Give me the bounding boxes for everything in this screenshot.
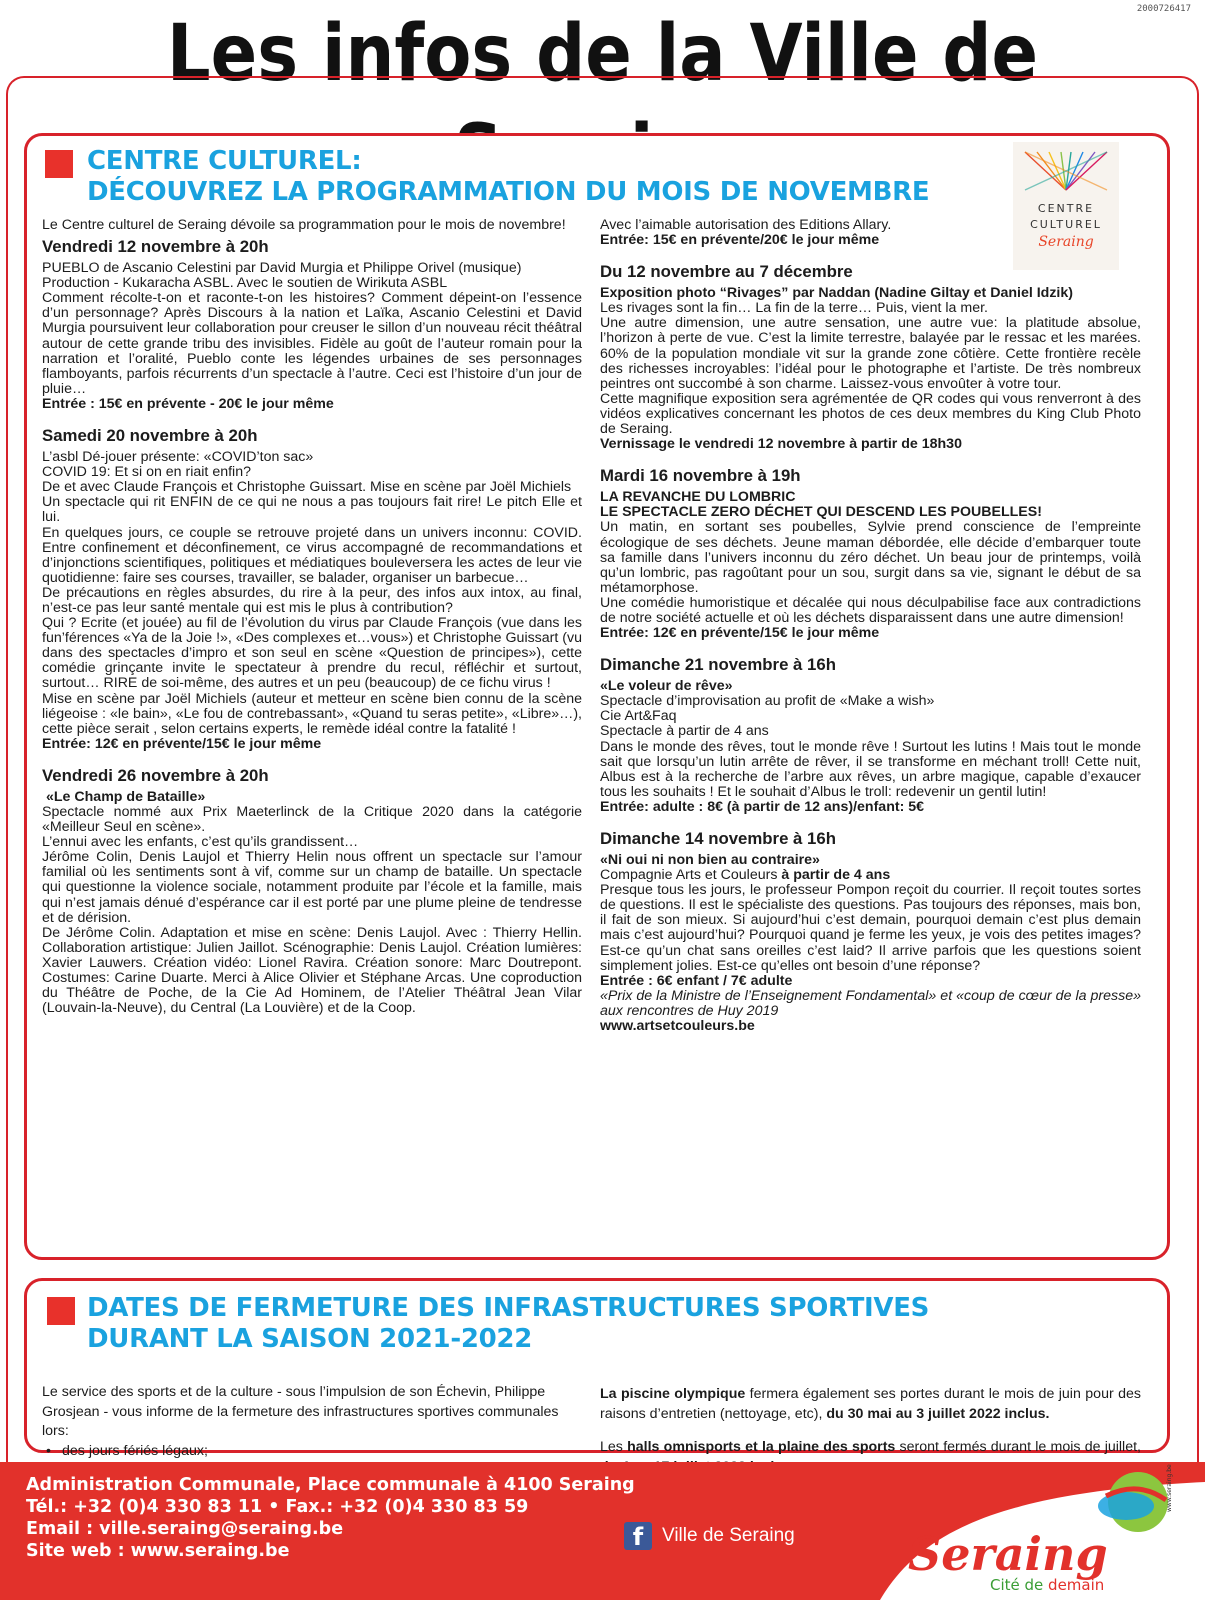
event-description: Dans le monde des rêves, tout le monde rêve ! Surtout les lutins ! Mais tout le monde sait que lorsqu’un lutin arrête de rêver, il se transforme en méchant troll! Cette nuit, Albus est à la recherche de l’arbre aux rêves, un arbre magique, capable d’exaucer tous les souhaits ! Et le souhait d’Albus le troll: redevenir un gentil lutin! — [600, 738, 1141, 800]
event-vernissage: Vernissage le vendredi 12 novembre à partir de 18h30 — [600, 436, 962, 453]
event-description: Comment récolte-t-on et raconte-t-on les histoires? Comment dépeint-on l’essence d’un personnage? Après Discours à la nation et Laïka, Ascanio Celestini et David Murgia poursuivent leur collaboration pour creuser le sillon d’un nouveau récit théâtral autour de cette grande tribu des invisibles. Fidèle au goût de l’auteur romain pour la narration et l’oralité, Pueblo conte les légendes urbaines de ses personnages flamboyants, parfois récurrents d’un spectacle à l’autre. Ceci est l’histoire d’un jour de pluie… — [42, 290, 582, 397]
event-company: Cie Art&Faq — [600, 708, 677, 725]
event-description: Une autre dimension, une autre sensation, une autre vue: la platitude absolue, l’horizon à perte de vue. C’est la limite terrestre, balayée par le ressac et les marées. 60% de la population mondiale vit sur la grande zone côtière. Cette frontière recèle des richesses incroyables: l’idéal pour le photographe et l’artiste. De très nombreux peintres ont succombé à son charme. Laissez-vous envoûter à votre tour. — [600, 315, 1141, 392]
facebook-label: Ville de Seraing — [662, 1525, 795, 1546]
event-subtitle: LE SPECTACLE ZERO DÉCHET QUI DESCEND LES POUBELLES! — [600, 504, 1042, 521]
event-tagline: L’ennui avec les enfants, c’est qu’ils grandissent… — [42, 834, 359, 851]
event-title: LA REVANCHE DU LOMBRIC — [600, 489, 796, 506]
event-date: Mardi 16 novembre à 19h — [600, 466, 801, 486]
culture-card — [24, 133, 1170, 1260]
red-square-marker — [47, 1297, 75, 1325]
event-credits: De et avec Claude François et Christophe Guissart. Mise en scène par Joël Michiels — [42, 479, 572, 496]
event-date: Vendredi 26 novembre à 20h — [42, 765, 269, 785]
event-date: Vendredi 12 novembre à 20h — [42, 237, 269, 257]
seraing-brand-logo[interactable] — [880, 1462, 1205, 1600]
footer — [0, 1462, 1205, 1600]
website-line[interactable]: Site web : www.seraing.be — [26, 1541, 290, 1561]
halls-text: seront fermés durant le mois de juillet, — [895, 1439, 1141, 1455]
event-company-line — [600, 868, 1141, 883]
event-age: à partir de 4 ans — [781, 867, 891, 884]
pool-text: fermera également ses portes durant le mois de juin pour des raisons d’entretien (nettoyage, etc), — [600, 1386, 1141, 1422]
event-entry-price: Entrée : 6€ enfant / 7€ adulte — [600, 972, 793, 989]
red-square-marker — [45, 150, 73, 178]
event-subtitle: Spectacle d’improvisation au profit de «Make a wish» — [600, 693, 935, 710]
event-description: En quelques jours, ce couple se retrouve projeté dans un univers inconnu: COVID. Entre confinement et déconfinement, ce virus accompagné de recommandations et d’injonctions scientifiques, politiques et médiatiques bouleversera les actes de leur vie quotidienne: faire ses courses, travailler, se balader, organiser un barbecue… — [42, 524, 582, 586]
phone-fax-line: Tél.: +32 (0)4 330 83 11 • Fax.: +32 (0)4 330 83 59 — [26, 1497, 529, 1517]
event-age: Spectacle à partir de 4 ans — [600, 723, 769, 740]
event-title: «Le voleur de rêve» — [600, 678, 733, 695]
halls-name: halls omnisports et la plaine des sports — [627, 1439, 896, 1455]
sports-title — [87, 1293, 929, 1355]
event-title: «Ni oui ni non bien au contraire» — [600, 852, 820, 868]
event-entry-price: Entrée: adulte : 8€ (à partir de 12 ans)/enfant: 5€ — [600, 798, 925, 815]
reference-code: 2000726417 — [1136, 4, 1191, 14]
pool-name: La piscine olympique — [600, 1386, 746, 1402]
culture-title-line1: CENTRE CULTUREL: — [87, 146, 362, 176]
event-description: Mise en scène par Joël Michiels (auteur et metteur en scène bien connu de la scène liégeoise : «le bain», «Le fou de contrebassant», «Quand tu seras petite», «Libre»…), cette pièce serait , selon certains experts, le remède idéal contre la fatalité ! — [42, 690, 582, 737]
pool-dates: du 30 mai au 3 juillet 2022 inclus. — [826, 1405, 1050, 1422]
event-date: Dimanche 21 novembre à 16h — [600, 655, 836, 675]
sports-card — [24, 1278, 1170, 1459]
sports-title-line1: DATES DE FERMETURE DES INFRASTRUCTURES SPORTIVES — [87, 1293, 930, 1323]
closure-item: • des jours fériés légaux; — [42, 1442, 582, 1462]
event-description: Qui ? Ecrite (et jouée) au fil de l’évolution du virus par Claude François (vue dans les fun’férences «Ya de la Joie !», «Des complexes et…vous») et Christophe Guissart (vu dans des spectacles d’impro et son seul en scène «Question de principes»), cette comédie grinçante invite le spectateur à prendre du recul, réfléchir et surtout, surtout… RIRE de soi-même, des autres et un peu (beaucoup) de ce fichu virus ! — [42, 615, 582, 692]
logo-text-seraing: Seraing — [1038, 234, 1094, 250]
event-title: «Le Champ de Bataille» — [46, 788, 206, 805]
event-pitch: Un spectacle qui rit ENFIN de ce qui ne nous a pas toujours fait rire! Le pitch Elle et lui. — [42, 494, 582, 526]
facebook-link[interactable] — [624, 1522, 795, 1550]
event-credits: PUEBLO de Ascanio Celestini par David Murgia et Philippe Orivel (musique) — [42, 260, 522, 277]
event-description: De précautions en règles absurdes, du rire à la peur, des infos aux intox, au final, n’est-ce pas leur santé mentale qui est mis le plus à contribution? — [42, 584, 582, 616]
facebook-icon: f — [624, 1522, 652, 1550]
brand-url: www.seraing.be — [1166, 1464, 1173, 1512]
sports-intro: Le service des sports et de la culture - sous l’impulsion de son Échevin, Philippe Grosjean - vous informe de la fermeture des infrastructures sportives communales lors: — [42, 1384, 559, 1439]
brand-tagline-2: demain — [1048, 1576, 1105, 1594]
brand-tagline-1: Cité de — [990, 1576, 1049, 1594]
event-description: Un matin, en sortant ses poubelles, Sylvie prend conscience de l’empreinte écologique de ses déchets. Jeune maman débordée, elle décide d’embarquer toute sa famille dans l’univers inconnu du zéro déchet. Un beau jour de printemps, voilà qu’un lombric, pas ragoûtant pour un sou, surgit dans sa vie, signant le début de sa métamorphose. — [600, 519, 1141, 596]
culture-left-column — [42, 218, 582, 1016]
event-entry-price: Entrée : 15€ en prévente - 20€ le jour même — [42, 395, 334, 412]
logo-text-centre: CENTRE — [1037, 202, 1095, 215]
masthead-title: Les infos de la Ville de — [166, 9, 1039, 99]
event-entry-price: Entrée: 12€ en prévente/15€ le jour même — [42, 735, 322, 752]
event-presenter: L’asbl Dé-jouer présente: «COVID’ton sac» — [42, 449, 314, 466]
event-authorization: Avec l’aimable autorisation des Editions Allary. — [600, 217, 892, 233]
event-website-link[interactable]: www.artsetcouleurs.be — [600, 1018, 755, 1035]
brand-tagline — [990, 1576, 1104, 1594]
event-entry-price: Entrée: 12€ en prévente/15€ le jour même — [600, 625, 880, 642]
event-date: Du 12 novembre au 7 décembre — [600, 262, 853, 282]
sports-title-line2: DURANT LA SAISON 2021-2022 — [87, 1324, 533, 1354]
culture-intro: Le Centre culturel de Seraing dévoile sa programmation pour le mois de novembre! — [42, 217, 566, 233]
culture-title — [87, 146, 929, 208]
event-date: Samedi 20 novembre à 20h — [42, 426, 258, 446]
event-description: Presque tous les jours, le professeur Pompon reçoit du courrier. Il reçoit toutes sortes de questions. Il est le spécialiste des questions. Pas toujours des réponses, mais bon, il fait de son mieux. Si aujourd’hui c’est demain, pourquoi demain c’est plus demain mais c’est aujourd’hui? Pourquoi quand je ferme les yeux, je vois des petites images? Est-ce qu’un chat sans oreilles c’est laid? Il arrive parfois que les questions soient simplement jolies. Est-ce qu’elles ont besoin d’une réponse? — [600, 882, 1141, 974]
event-entry-price: Entrée: 15€ en prévente/20€ le jour même — [600, 232, 880, 249]
event-award: «Prix de la Ministre de l’Enseignement Fondamental» et «coup de cœur de la presse» aux rencontres de Huy 2019 — [600, 987, 1141, 1019]
event-title: Exposition photo “Rivages” par Naddan (Nadine Giltay et Daniel Idzik) — [600, 285, 1073, 302]
event-company: Compagnie Arts et Couleurs — [600, 867, 778, 884]
event-description: Jérôme Colin, Denis Laujol et Thierry Helin nous offrent un spectacle sur l’amour familial où les sentiments sont à vif, comme sur un champ de bataille. Un spectacle qui questionne la violence sociale, notamment produite par l’école et la famille, mais qui n’est jamais dénué d’espérance car il est porté par une plume pleine de tendresse et de dérision. — [42, 849, 582, 926]
brand-name: Seraing — [908, 1527, 1108, 1581]
culture-title-line2: DÉCOUVREZ LA PROGRAMMATION DU MOIS DE NOVEMBRE — [87, 177, 930, 207]
logo-text-culturel: CULTUREL — [1030, 218, 1102, 231]
culture-right-column — [600, 218, 1141, 1034]
event-credits: De Jérôme Colin. Adaptation et mise en scène: Denis Laujol. Avec : Thierry Hellin. Collaboration artistique: Julien Jaillot. Scénographie: Denis Laujol. Création lumières: Xavier Lauwers. Création vidéo: Lionel Ravira. Création sonore: Marc Doutrepont. Costumes: Carine Duarte. Merci à Alice Olivier et Stéphane Arcas. Une coproduction du Théâtre de Poche, de la Cie Ad Hominem, de l’Atelier Théâtral Jean Vilar (Louvain-la-Neuve), du Central (La Louvière) et de la Coop. — [42, 924, 582, 1017]
event-date: Dimanche 14 novembre à 16h — [600, 829, 836, 848]
halls-text: Les — [600, 1439, 628, 1455]
event-production: Production - Kukaracha ASBL. Avec le soutien de Wirikuta ASBL — [42, 275, 448, 292]
contact-block — [26, 1474, 635, 1562]
event-tagline: COVID 19: Et si on en riait enfin? — [42, 464, 251, 481]
email-line[interactable]: Email : ville.seraing@seraing.be — [26, 1519, 344, 1539]
event-subtitle: Spectacle nommé aux Prix Maeterlinck de la Critique 2020 dans la catégorie «Meilleur Seul en scène». — [42, 804, 582, 836]
event-description: Cette magnifique exposition sera agrémentée de QR codes qui vous renverront à des vidéos explicatives concernant les photos de ces deux membres du King Club Photo de Seraing. — [600, 390, 1141, 438]
event-description: Une comédie humoristique et décalée qui nous déculpabilise face aux contradictions de notre société actuelle et où les déchets disparaissent dans une autre dimension! — [600, 594, 1141, 626]
pool-closure — [600, 1385, 1141, 1424]
event-tagline: Les rivages sont la fin… La fin de la terre… Puis, vient la mer. — [600, 300, 988, 317]
address-line: Administration Communale, Place communale à 4100 Seraing — [26, 1475, 635, 1495]
